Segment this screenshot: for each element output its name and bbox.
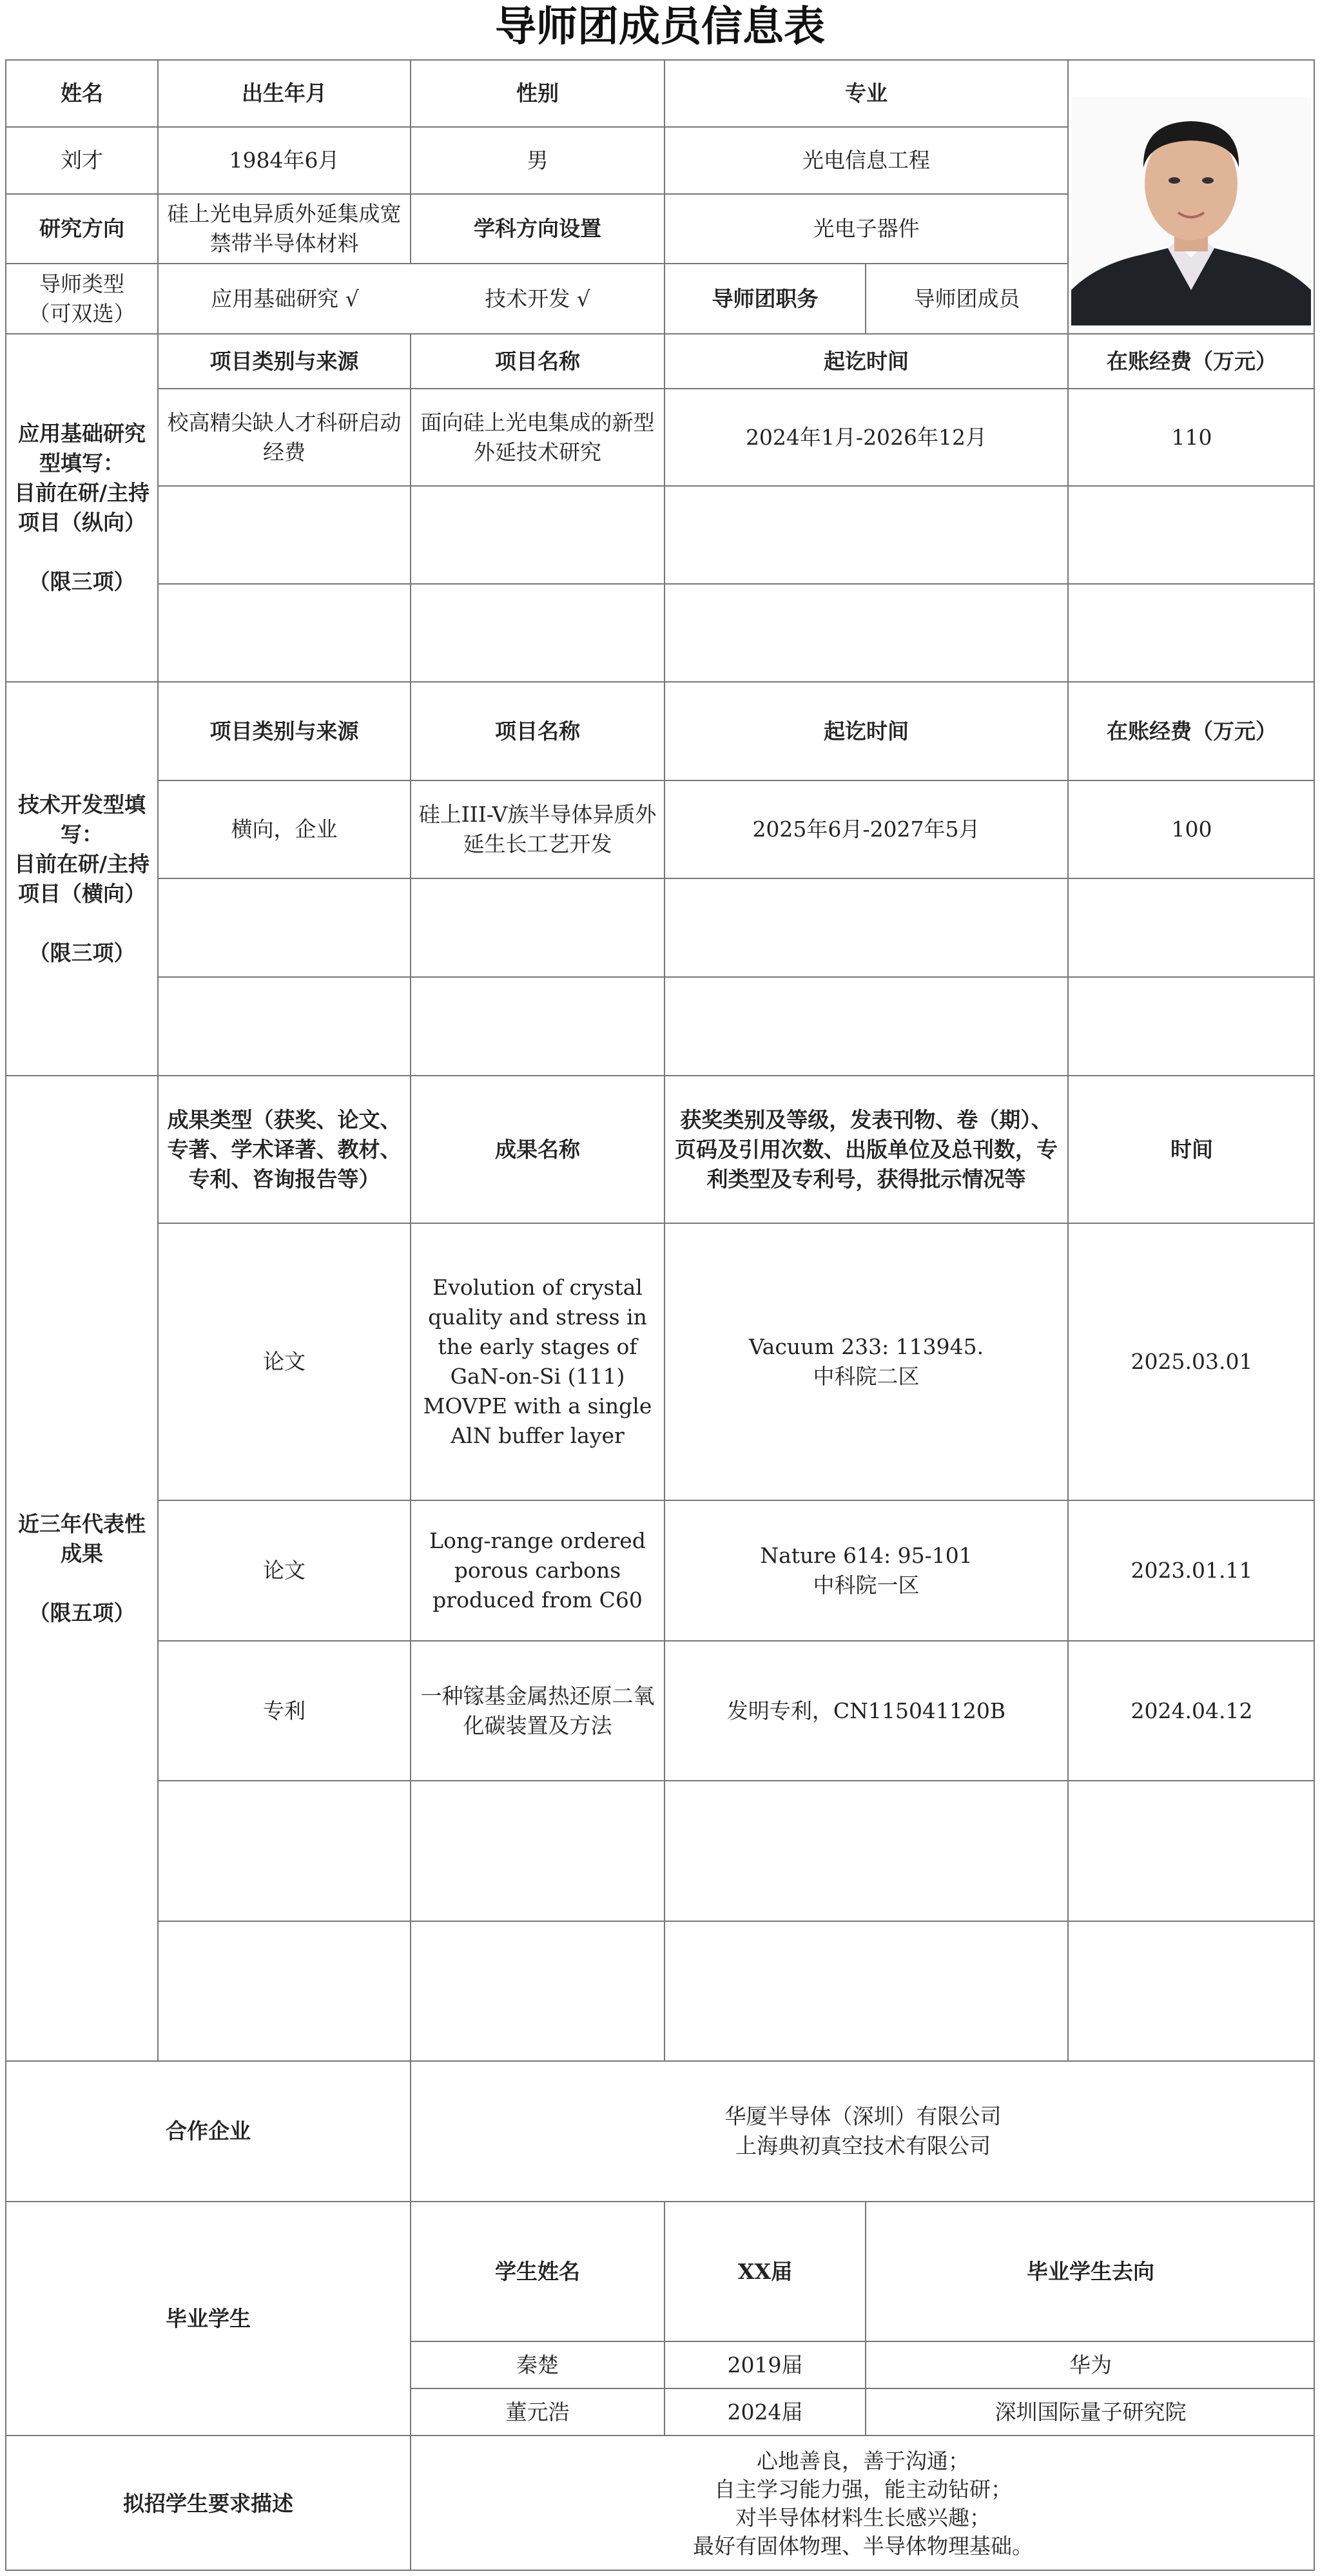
partners-value: 华厦半导体（深圳）有限公司 上海典初真空技术有限公司 [724,2104,1002,2158]
section-tech-label: 技术开发型填写： 目前在研/主持项目（横向） （限三项） [14,791,150,965]
table-cell: 校高精尖缺人才科研启动经费 [167,409,402,465]
table-cell: 论文 [263,1558,306,1583]
value-birth: 1984年6月 [229,148,340,173]
header-role: 导师团职务 [712,286,819,311]
table-cell: 2025.03.01 [1131,1349,1253,1374]
table-cell: 2025年6月-2027年5月 [752,817,980,842]
table-cell: Vacuum 233: 113945. 中科院二区 [748,1334,984,1389]
achievement-header: 成果名称 [495,1136,580,1162]
achievement-header: 时间 [1170,1136,1213,1162]
table-cell: 面向硅上光电集成的新型外延技术研究 [420,409,655,465]
header-research: 研究方向 [39,216,124,241]
header-name: 姓名 [61,81,103,106]
divider [157,1780,1315,1781]
divider [157,583,1315,585]
table-cell: 110 [1171,424,1212,450]
divider [1067,59,1069,333]
value-gender: 男 [527,148,548,173]
header-advisor-type: 导师类型 （可双选） [28,271,135,326]
divider [157,485,1315,487]
table-cell: Long-range ordered porous carbons produced from C60 [429,1528,646,1612]
table-cell: 发明专利，CN115041120B [726,1698,1006,1723]
table-cell: Nature 614: 95-101 中科院一区 [760,1543,973,1598]
partners-label: 合作企业 [166,2118,251,2144]
applied-header: 项目名称 [495,348,580,374]
value-research: 硅上光电异质外延集成宽禁带半导体材料 [167,201,402,256]
table-cell: 秦楚 [516,2352,559,2377]
applied-header: 在账经费（万元） [1107,348,1277,374]
tech-header: 项目名称 [495,718,580,744]
graduates-header: XX届 [737,2258,793,2284]
requirements-label: 拟招学生要求描述 [123,2490,293,2516]
applied-header: 起讫时间 [824,348,909,374]
header-birth: 出生年月 [242,81,327,106]
section-applied-label: 应用基础研究型填写： 目前在研/主持项目（纵向） （限三项） [14,421,150,594]
value-type-applied: 应用基础研究 √ [211,286,359,311]
table-cell: Evolution of crystal quality and stress in the early stages of GaN-on-Si (111) MOVPE with a single AlN buffer layer [423,1275,652,1448]
page-title: 导师团成员信息表 [495,3,825,51]
value-type-tech: 技术开发 √ [485,286,590,311]
graduates-header: 学生姓名 [495,2258,580,2284]
table-cell: 一种镓基金属热还原二氧化碳装置及方法 [420,1683,655,1738]
section-achievements-label: 近三年代表性成果 （限五项） [18,1511,146,1625]
tech-header: 起讫时间 [824,718,909,744]
table-cell: 2024.04.12 [1131,1698,1253,1723]
table-cell: 硅上III-V族半导体异质外延生长工艺开发 [418,802,657,857]
header-major: 专业 [845,81,888,106]
achievement-header: 成果类型（获奖、论文、专著、学术译著、教材、专利、咨询报告等） [167,1107,402,1192]
divider [157,1921,1315,1922]
header-subject: 学科方向设置 [474,216,601,241]
table-cell: 2019届 [727,2352,803,2377]
requirements-value: 心地善良，善于沟通； 自主学习能力强，能主动钻研； 对半导体材料生长感兴趣； 最好有固体物理、半导体物理基础。 [693,2448,1033,2559]
table-cell: 专利 [263,1698,306,1723]
tech-header: 在账经费（万元） [1107,718,1277,744]
table-cell: 董元浩 [505,2399,570,2425]
value-subject: 光电子器件 [813,216,920,241]
table-cell: 2024年1月-2026年12月 [745,424,987,450]
value-name: 刘才 [61,148,103,173]
table-cell: 华为 [1069,2352,1112,2377]
value-role: 导师团成员 [913,286,1020,311]
table-cell: 100 [1171,817,1212,842]
table-cell: 2024届 [727,2399,803,2425]
tech-header: 项目类别与来源 [209,718,359,744]
table-cell: 2023.01.11 [1131,1558,1253,1583]
table-cell: 论文 [263,1349,306,1374]
table-cell: 横向，企业 [231,817,338,842]
header-gender: 性别 [516,81,559,106]
graduates-header: 毕业学生去向 [1027,2258,1154,2284]
achievement-header: 获奖类别及等级，发表刊物、卷（期）、页码及引用次数、出版单位及总刊数，专利类型及专利号，获得批示情况等 [675,1107,1058,1192]
applied-header: 项目类别与来源 [209,348,359,374]
value-major: 光电信息工程 [802,148,930,173]
table-cell: 深圳国际量子研究院 [995,2399,1187,2425]
graduates-label: 毕业学生 [166,2305,251,2331]
portrait-photo [1071,97,1311,325]
divider [157,878,1315,879]
divider [157,976,1315,978]
